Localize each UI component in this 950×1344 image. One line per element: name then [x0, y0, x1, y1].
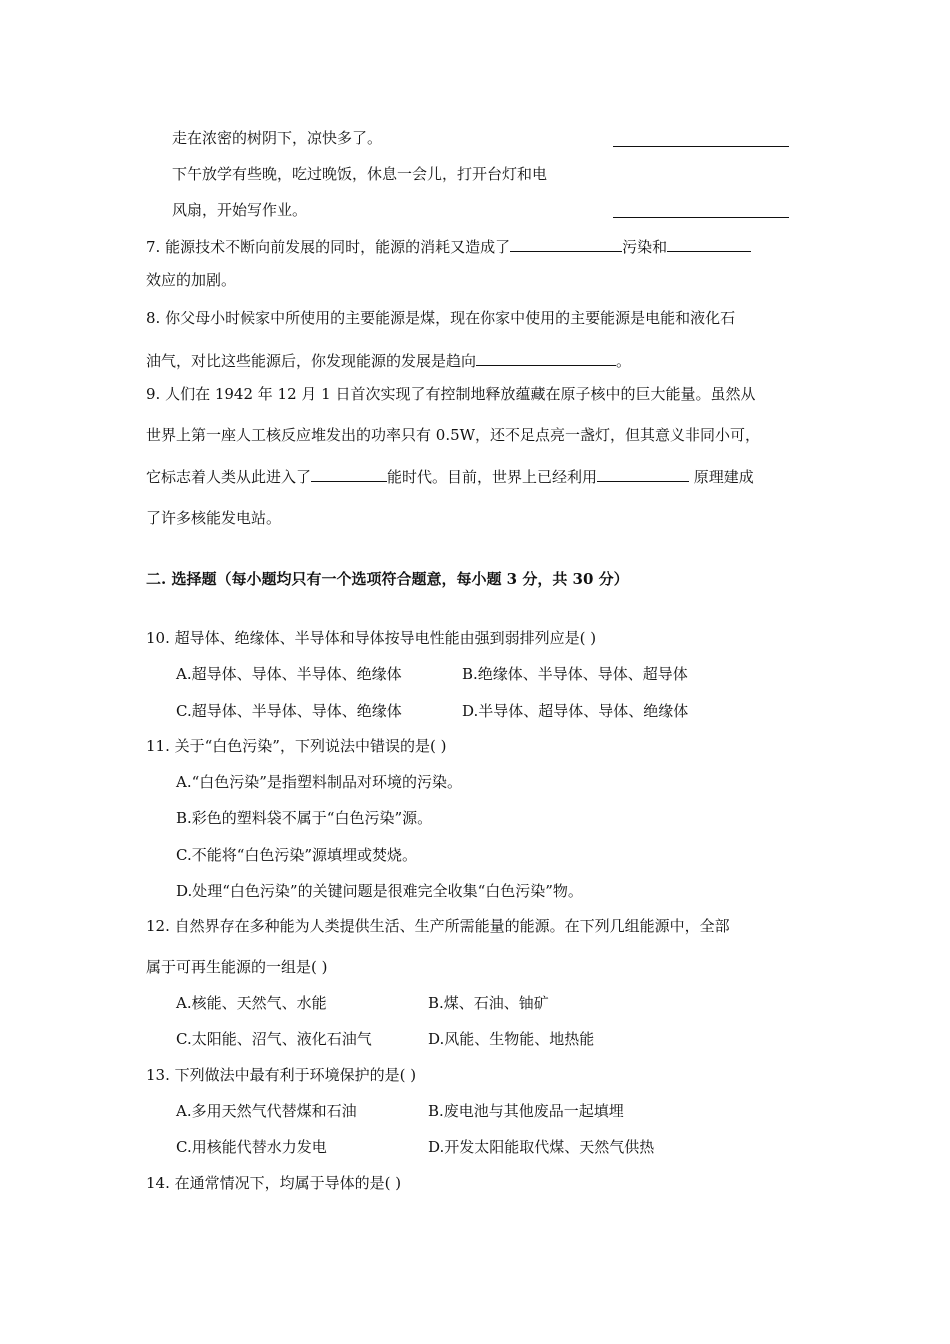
fill-item-b-line1: 下午放学有些晚，吃过晚饭，休息一会儿，打开台灯和电	[172, 165, 548, 183]
question-8-line2	[146, 350, 631, 371]
q9-text-c: 原理建成	[689, 468, 754, 486]
q10-option-b[interactable]: B.绝缘体、半导体、导体、超导体	[462, 665, 688, 683]
q12-option-c[interactable]: C.太阳能、沼气、液化石油气	[176, 1030, 372, 1048]
question-7-line2: 效应的加剧。	[146, 271, 237, 289]
question-13-stem: 13. 下列做法中最有利于环境保护的是( )	[146, 1066, 417, 1084]
q13-option-b[interactable]: B.废电池与其他废品一起填埋	[428, 1102, 624, 1120]
q7-blank-1[interactable]	[510, 236, 622, 252]
q12-option-b[interactable]: B.煤、石油、铀矿	[428, 994, 549, 1012]
question-9-line4: 了许多核能发电站。	[146, 509, 282, 527]
q9-text-a: 它标志着人类从此进入了	[146, 468, 312, 486]
q8-text-a: 油气，对比这些能源后，你发现能源的发展是趋向	[146, 352, 477, 370]
q8-blank[interactable]	[476, 350, 616, 366]
question-9-line3	[146, 466, 754, 487]
question-12-line1: 12. 自然界存在多种能为人类提供生活、生产所需能量的能源。在下列几组能源中，全部	[146, 917, 730, 935]
q8-text-b: 。	[616, 352, 632, 370]
q12-option-d[interactable]: D.风能、生物能、地热能	[428, 1030, 595, 1048]
q12-option-a[interactable]: A.核能、天然气、水能	[176, 994, 327, 1012]
q9-text-b: 能时代。目前，世界上已经利用	[387, 468, 598, 486]
section-2-heading: 二. 选择题（每小题均只有一个选项符合题意，每小题 3 分，共 30 分）	[146, 570, 629, 588]
question-11-stem: 11. 关于“白色污染”，下列说法中错误的是( )	[146, 737, 447, 755]
q13-option-c[interactable]: C.用核能代替水力发电	[176, 1138, 327, 1156]
q11-option-b[interactable]: B.彩色的塑料袋不属于“白色污染”源。	[176, 809, 433, 827]
q7-blank-2[interactable]	[667, 236, 751, 252]
q11-option-c[interactable]: C.不能将“白色污染”源填埋或焚烧。	[176, 846, 418, 864]
q10-option-a[interactable]: A.超导体、导体、半导体、绝缘体	[176, 665, 402, 683]
question-8-line1: 8. 你父母小时候家中所使用的主要能源是煤，现在你家中使用的主要能源是电能和液化石	[146, 309, 736, 327]
q10-option-c[interactable]: C.超导体、半导体、导体、绝缘体	[176, 702, 402, 720]
question-14-stem: 14. 在通常情况下，均属于导体的是( )	[146, 1174, 402, 1192]
q9-blank-1[interactable]	[311, 466, 387, 482]
question-9-line1: 9. 人们在 1942 年 12 月 1 日首次实现了有控制地释放蕴藏在原子核中的巨大能量。虽然从	[146, 385, 756, 403]
q10-option-d[interactable]: D.半导体、超导体、导体、绝缘体	[462, 702, 689, 720]
q9-blank-2[interactable]	[597, 466, 689, 482]
question-7-line1	[146, 236, 751, 257]
question-10-stem: 10. 超导体、绝缘体、半导体和导体按导电性能由强到弱排列应是( )	[146, 629, 597, 647]
q11-option-d[interactable]: D.处理“白色污染”的关键问题是很难完全收集“白色污染”物。	[176, 882, 583, 900]
question-12-line2: 属于可再生能源的一组是( )	[146, 958, 328, 976]
q13-option-a[interactable]: A.多用天然气代替煤和石油	[176, 1102, 357, 1120]
fill-item-a: 走在浓密的树阴下，凉快多了。	[172, 129, 383, 147]
q13-option-d[interactable]: D.开发太阳能取代煤、天然气供热	[428, 1138, 655, 1156]
answer-line-b	[613, 217, 789, 218]
q11-option-a[interactable]: A.“白色污染”是指塑料制品对环境的污染。	[176, 773, 462, 791]
question-9-line2: 世界上第一座人工核反应堆发出的功率只有 0.5W，还不足点亮一盏灯，但其意义非同小可，	[146, 426, 761, 444]
q7-text-b: 污染和	[622, 238, 668, 256]
answer-line-a	[613, 146, 789, 147]
q7-text-a: 7. 能源技术不断向前发展的同时，能源的消耗又造成了	[146, 238, 511, 256]
fill-item-b-line2: 风扇，开始写作业。	[172, 201, 308, 219]
